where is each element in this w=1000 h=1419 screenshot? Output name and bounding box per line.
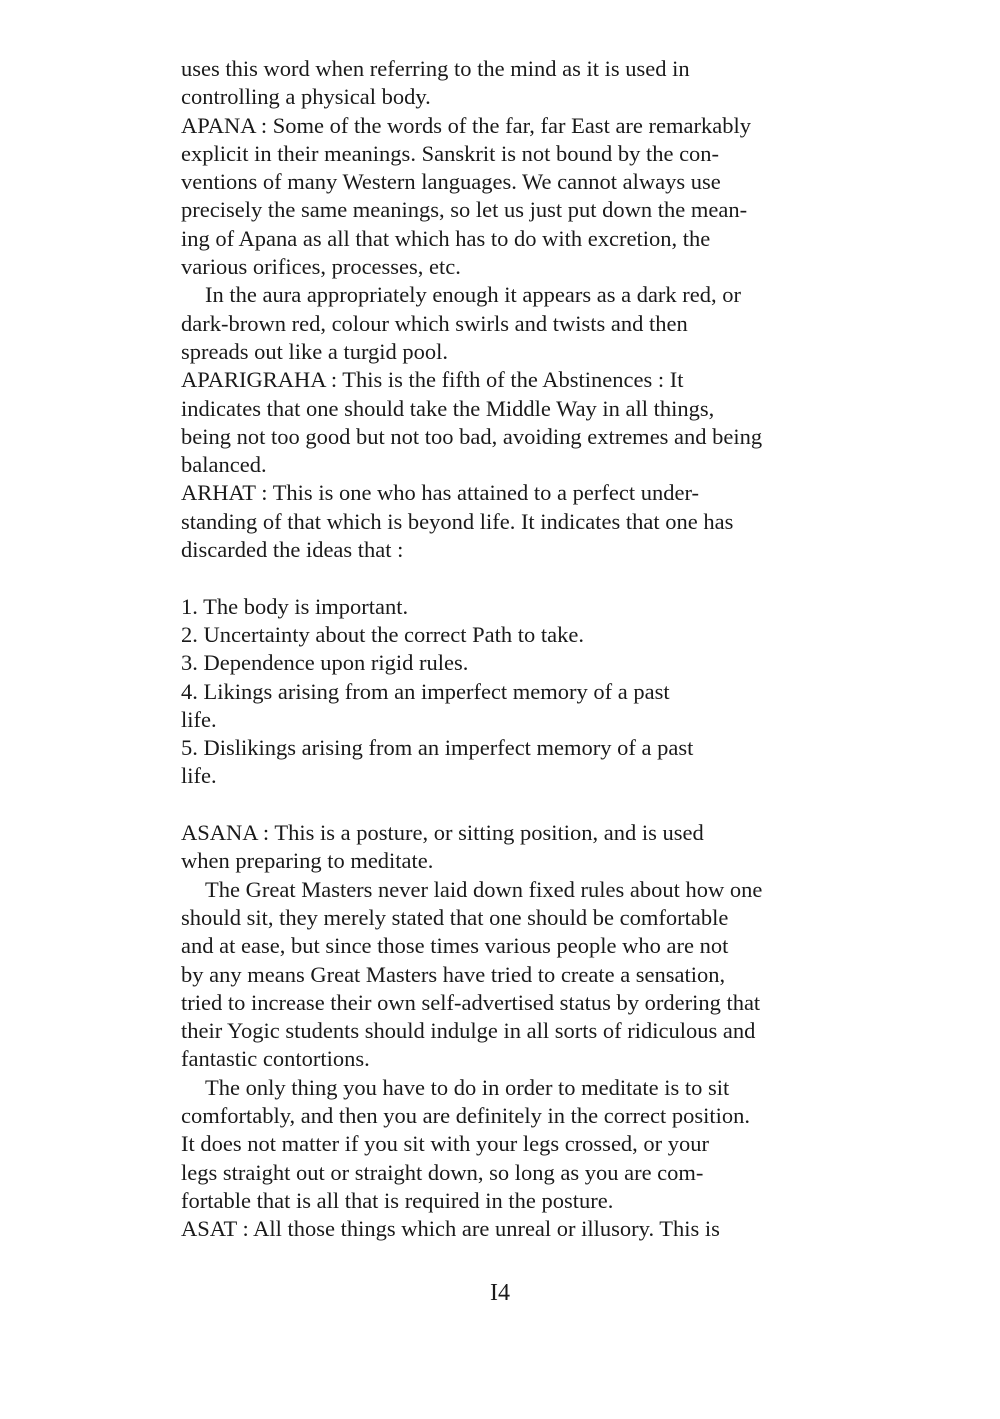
list-item: 1. The body is important. (181, 593, 409, 619)
text-line: It does not matter if you sit with your legs crossed, or your (181, 1131, 710, 1157)
list-item-continuation: life. (181, 763, 217, 789)
text-line: by any means Great Masters have tried to create a sensation, (181, 961, 726, 987)
text-line: The only thing you have to do in order to meditate is to sit (205, 1074, 730, 1100)
list-item: 4. Likings arising from an imperfect memory of a past (181, 678, 670, 704)
text-line: uses this word when referring to the mind as it is used in (181, 56, 690, 81)
list-item: 3. Dependence upon rigid rules. (181, 650, 469, 676)
text-line: dark-brown red, colour which swirls and twists and then (181, 310, 688, 336)
text-line: balanced. (181, 452, 267, 478)
text-line: when preparing to meditate. (181, 848, 434, 874)
list-item: 5. Dislikings arising from an imperfect memory of a past (181, 735, 694, 761)
text-line: should sit, they merely stated that one should be comfortable (181, 904, 729, 930)
blank-line (181, 791, 831, 819)
text-line: APANA : Some of the words of the far, far East are remarkably (181, 112, 751, 138)
text-line: The Great Masters never laid down fixed rules about how one (205, 876, 763, 902)
text-line: fantastic contortions. (181, 1046, 370, 1072)
text-line: controlling a physical body. (181, 84, 431, 110)
text-line: indicates that one should take the Middle Way in all things, (181, 395, 715, 421)
text-line: being not too good but not too bad, avoiding extremes and being (181, 423, 763, 449)
document-page (181, 55, 831, 1243)
blank-line (181, 564, 831, 592)
text-line: ARHAT : This is one who has attained to a perfect under- (181, 480, 699, 506)
text-line: standing of that which is beyond life. It indicates that one has (181, 508, 734, 534)
text-line: ventions of many Western languages. We cannot always use (181, 169, 721, 195)
text-line: discarded the ideas that : (181, 537, 404, 563)
text-line: ASANA : This is a posture, or sitting position, and is used (181, 820, 704, 846)
text-line: tried to increase their own self-advertised status by ordering that (181, 989, 761, 1015)
list-item: 2. Uncertainty about the correct Path to take. (181, 621, 584, 647)
text-line: comfortably, and then you are definitely in the correct position. (181, 1102, 750, 1128)
page-number: I4 (490, 1280, 510, 1306)
text-line: fortable that is all that is required in the posture. (181, 1187, 614, 1213)
text-line: various orifices, processes, etc. (181, 254, 461, 280)
text-line: spreads out like a turgid pool. (181, 338, 449, 364)
text-line: ASAT : All those things which are unreal or illusory. This is (181, 1216, 720, 1242)
list-item-continuation: life. (181, 706, 217, 732)
text-line: explicit in their meanings. Sanskrit is not bound by the con- (181, 140, 720, 166)
text-line: and at ease, but since those times various people who are not (181, 933, 729, 959)
text-line: legs straight out or straight down, so long as you are com- (181, 1159, 704, 1185)
text-line: APARIGRAHA : This is the fifth of the Abstinences : It (181, 367, 684, 393)
text-line: ing of Apana as all that which has to do with excretion, the (181, 225, 711, 251)
text-line: In the aura appropriately enough it appears as a dark red, or (205, 282, 742, 308)
text-line: precisely the same meanings, so let us just put down the mean- (181, 197, 748, 223)
text-line: their Yogic students should indulge in all sorts of ridiculous and (181, 1018, 756, 1044)
